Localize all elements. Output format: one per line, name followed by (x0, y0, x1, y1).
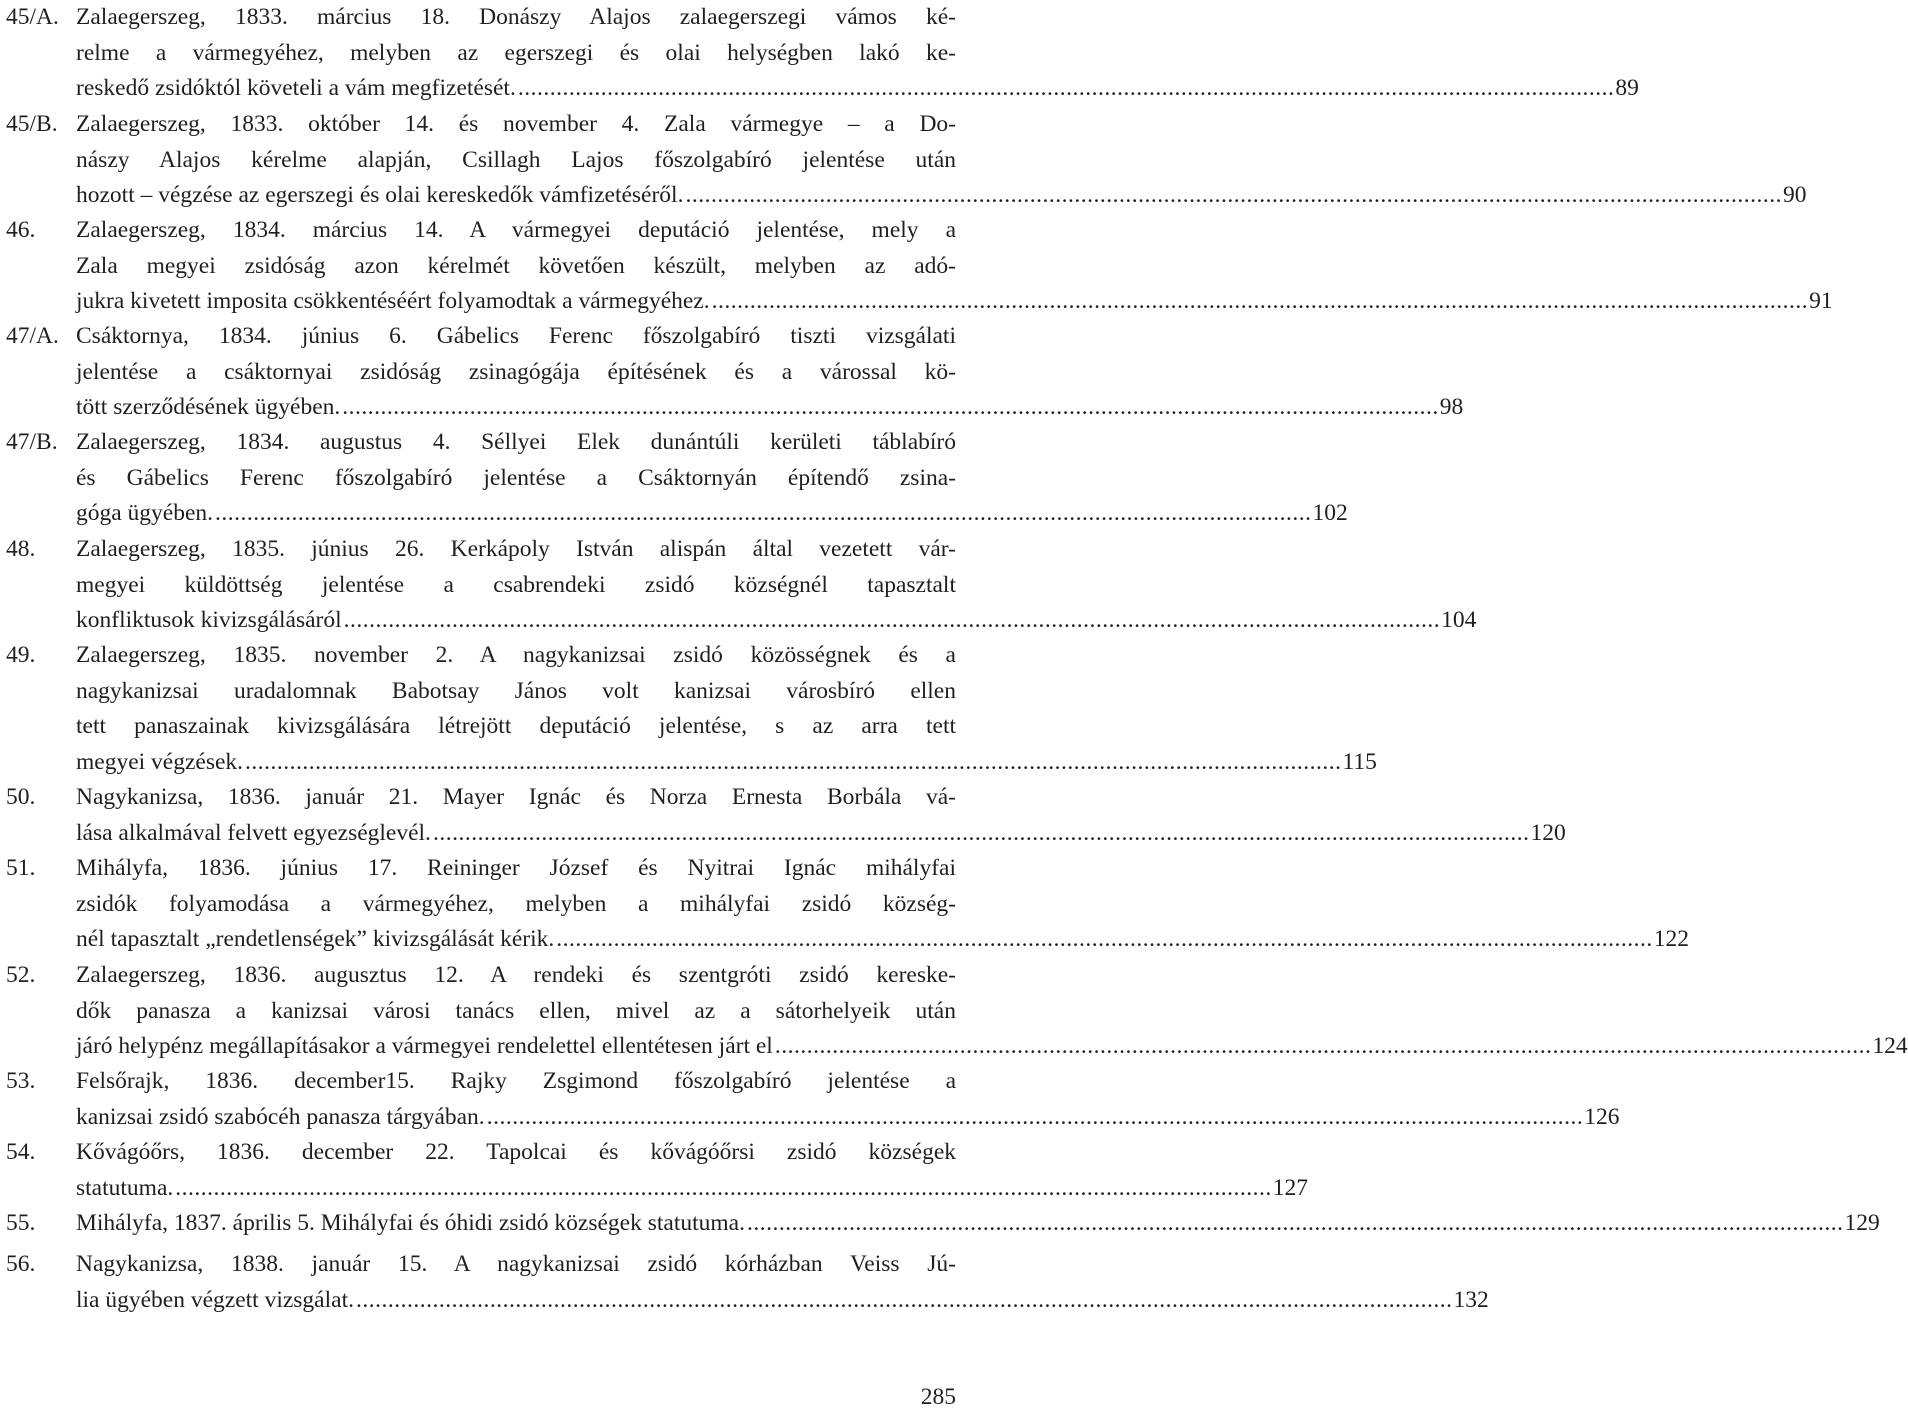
entry-text (76, 638, 1377, 780)
entry-line: Nagykanizsa, 1836. január 21. Mayer Ignác és Norza Ernesta Borbála vá- (76, 784, 956, 810)
entry-last-text: kanizsai zsidó szabócéh panasza tárgyában. (76, 1103, 485, 1130)
entry-text (76, 532, 1477, 639)
entry-number: 51. (6, 855, 36, 881)
toc-entry (6, 1135, 1308, 1206)
dot-leader: ............................................................................................................................................................................ (245, 748, 1342, 775)
entry-line: dők panasza a kanizsai városi tanács ellen, mivel az a sátorhelyeik után (76, 997, 956, 1024)
entry-page-ref: 90 (1782, 182, 1807, 208)
dot-leader: ............................................................................................................................................................................ (556, 926, 1653, 952)
entry-last-text: jukra kivetett imposita csökkentéséért folyamodtak a vármegyéhez. (76, 288, 710, 314)
entry-number: 49. (6, 642, 36, 668)
entry-line: Zalaegerszeg, 1833. március 18. Donászy Alajos zalaegerszegi vámos ké- (76, 4, 956, 30)
dot-leader: ............................................................................................................................................................................ (343, 607, 1441, 633)
toc-entry (6, 0, 1639, 107)
entry-page-ref: 132 (1453, 1286, 1489, 1313)
toc-entry (6, 213, 1833, 320)
dot-leader: ............................................................................................................................................................................ (685, 182, 1782, 208)
entry-page-ref: 120 (1530, 819, 1566, 846)
entry-line: tett panaszainak kivizsgálására létrejött deputáció jelentése, s az arra tett (76, 713, 956, 739)
entry-page-ref: 89 (1615, 75, 1639, 101)
toc-entry (6, 425, 1348, 532)
entry-line: Nagykanizsa, 1838. január 15. A nagykanizsai zsidó kórházban Veiss Jú- (76, 1251, 956, 1277)
entry-last-text: statutuma. (76, 1174, 174, 1201)
dot-leader: ............................................................................................................................................................................ (486, 1103, 1584, 1130)
entry-page-ref: 124 (1872, 1033, 1908, 1059)
dot-leader: ............................................................................................................................................................................ (175, 1174, 1272, 1201)
entry-line: Zalaegerszeg, 1835. november 2. A nagykanizsai zsidó közösségnek és a (76, 642, 956, 668)
entry-line: megyei küldöttség jelentése a csabrendeki zsidó községnél tapasztalt (76, 571, 956, 598)
entry-last-line (76, 1206, 1880, 1242)
entry-line: és Gábelics Ferenc főszolgabíró jelentése a Csáktornyán építendő zsina- (76, 464, 956, 491)
toc-entry (6, 532, 1477, 639)
entry-number: 52. (6, 962, 36, 988)
entry-number: 56. (6, 1251, 36, 1277)
entry-last-text: Mihályfa, 1837. április 5. Mihályfai és óhidi zsidó községek statutuma. (76, 1210, 745, 1236)
toc-entry (6, 1247, 1489, 1318)
entry-line: Kővágóőrs, 1836. december 22. Tapolcai és kővágóőrsi zsidó községek (76, 1139, 956, 1165)
entry-number: 45/B. (6, 111, 58, 137)
entry-last-line (76, 1029, 1908, 1065)
entry-line: nagykanizsai uradalomnak Babotsay János volt kanizsai városbíró ellen (76, 677, 956, 704)
entry-line: Csáktornya, 1834. június 6. Gábelics Ferenc főszolgabíró tiszti vizsgálati (76, 323, 956, 349)
entry-line: Zalaegerszeg, 1834. március 14. A vármegyei deputáció jelentése, mely a (76, 217, 956, 243)
entry-text (76, 1135, 1308, 1206)
entry-line: zsidók folyamodása a vármegyéhez, melyben a mihályfai zsidó község- (76, 890, 956, 917)
entry-last-text: megyei végzések. (76, 748, 244, 775)
entry-last-text: lása alkalmával felvett egyezséglevél. (76, 819, 431, 846)
dot-leader: ............................................................................................................................................................................ (711, 288, 1809, 314)
entry-number: 45/A. (6, 4, 59, 30)
dot-leader: ............................................................................................................................................................................ (517, 75, 1615, 101)
entry-line: Felsőrajk, 1836. december15. Rajky Zsgimond főszolgabíró jelentése a (76, 1068, 956, 1094)
toc-entry (6, 319, 1464, 426)
entry-last-line (76, 1171, 1308, 1207)
entry-last-text: góga ügyében. (76, 500, 214, 526)
entry-last-text: konfliktusok kivizsgálásáról (76, 607, 342, 633)
entry-text (76, 319, 1464, 426)
entry-last-text: reskedő zsidóktól követeli a vám megfizetését. (76, 75, 516, 101)
entry-last-line (76, 390, 1464, 426)
entry-text (76, 1247, 1489, 1318)
entry-text (76, 851, 1690, 958)
entry-line: Mihályfa, 1836. június 17. Reininger József és Nyitrai Ignác mihályfai (76, 855, 956, 881)
toc-entry (6, 1064, 1620, 1135)
entry-page-ref: 127 (1272, 1174, 1308, 1201)
entry-text (76, 958, 1908, 1065)
entry-last-line (76, 71, 1639, 107)
entry-page-ref: 115 (1342, 748, 1377, 775)
toc-entry (6, 638, 1377, 780)
entry-last-text: hozott – végzése az egerszegi és olai kereskedők vámfizetéséről. (76, 182, 684, 208)
entry-line: Zalaegerszeg, 1835. június 26. Kerkápoly István alispán által vezetett vár- (76, 536, 956, 562)
entry-line: Zalaegerszeg, 1836. augusztus 12. A rendeki és szentgróti zsidó kereske- (76, 962, 956, 988)
entry-last-line (76, 745, 1377, 781)
entry-page-ref: 126 (1584, 1103, 1620, 1130)
toc-entry (6, 851, 1690, 958)
dot-leader: ............................................................................................................................................................................ (355, 1286, 1453, 1313)
dot-leader: ............................................................................................................................................................................ (774, 1033, 1872, 1059)
page-number: 285 (920, 1384, 956, 1410)
entry-number: 48. (6, 536, 36, 562)
entry-text (76, 1206, 1880, 1242)
entry-last-line (76, 1283, 1489, 1319)
entry-line: jelentése a csáktornyai zsidóság zsinagógája építésének és a várossal kö- (76, 358, 956, 385)
entry-text (76, 0, 1639, 107)
entry-number: 46. (6, 217, 36, 243)
entry-last-text: nél tapasztalt „rendetlenségek” kivizsgálását kérik. (76, 926, 555, 952)
toc-entry (6, 107, 1807, 214)
toc-entry (6, 1206, 1880, 1242)
dot-leader: ............................................................................................................................................................................ (342, 394, 1439, 420)
entry-line: Zalaegerszeg, 1833. október 14. és november 4. Zala vármegye – a Do- (76, 111, 956, 137)
entry-last-line (76, 178, 1807, 214)
entry-last-text: lia ügyében végzett vizsgálat. (76, 1286, 354, 1313)
entry-page-ref: 122 (1653, 926, 1690, 952)
entry-line: nászy Alajos kérelme alapján, Csillagh Lajos főszolgabíró jelentése után (76, 146, 956, 173)
entry-last-line (76, 284, 1833, 320)
entry-number: 47/A. (6, 323, 59, 349)
entry-page-ref: 129 (1844, 1210, 1880, 1236)
entry-number: 53. (6, 1068, 36, 1094)
entry-page-ref: 91 (1809, 288, 1833, 314)
entry-page-ref: 98 (1439, 394, 1464, 420)
entry-last-text: tött szerződésének ügyében. (76, 394, 341, 420)
entry-number: 54. (6, 1139, 36, 1165)
entry-text (76, 107, 1807, 214)
dot-leader: ............................................................................................................................................................................ (215, 500, 1312, 526)
entry-text (76, 213, 1833, 320)
entry-line: relme a vármegyéhez, melyben az egerszegi és olai helységben lakó ke- (76, 39, 956, 66)
entry-last-line (76, 496, 1348, 532)
entry-page-ref: 104 (1441, 607, 1477, 633)
dot-leader: ............................................................................................................................................................................ (432, 819, 1530, 846)
entry-last-line (76, 816, 1566, 852)
entry-last-line (76, 603, 1477, 639)
entry-number: 55. (6, 1210, 36, 1236)
entry-page-ref: 102 (1312, 500, 1348, 526)
entry-line: Zalaegerszeg, 1834. augustus 4. Séllyei Elek dunántúli kerületi táblabíró (76, 429, 956, 455)
entry-number: 50. (6, 784, 36, 810)
toc-entry (6, 780, 1566, 851)
entry-last-line (76, 1100, 1620, 1136)
entry-text (76, 780, 1566, 851)
entry-text (76, 425, 1348, 532)
dot-leader: ............................................................................................................................................................................ (746, 1210, 1844, 1236)
toc-entry (6, 958, 1908, 1065)
entry-last-text: járó helypénz megállapításakor a vármegyei rendelettel ellentétesen járt el (76, 1033, 773, 1059)
entry-last-line (76, 922, 1690, 958)
entry-line: Zala megyei zsidóság azon kérelmét követően készült, melyben az adó- (76, 252, 956, 279)
entry-text (76, 1064, 1620, 1135)
entry-number: 47/B. (6, 429, 58, 455)
